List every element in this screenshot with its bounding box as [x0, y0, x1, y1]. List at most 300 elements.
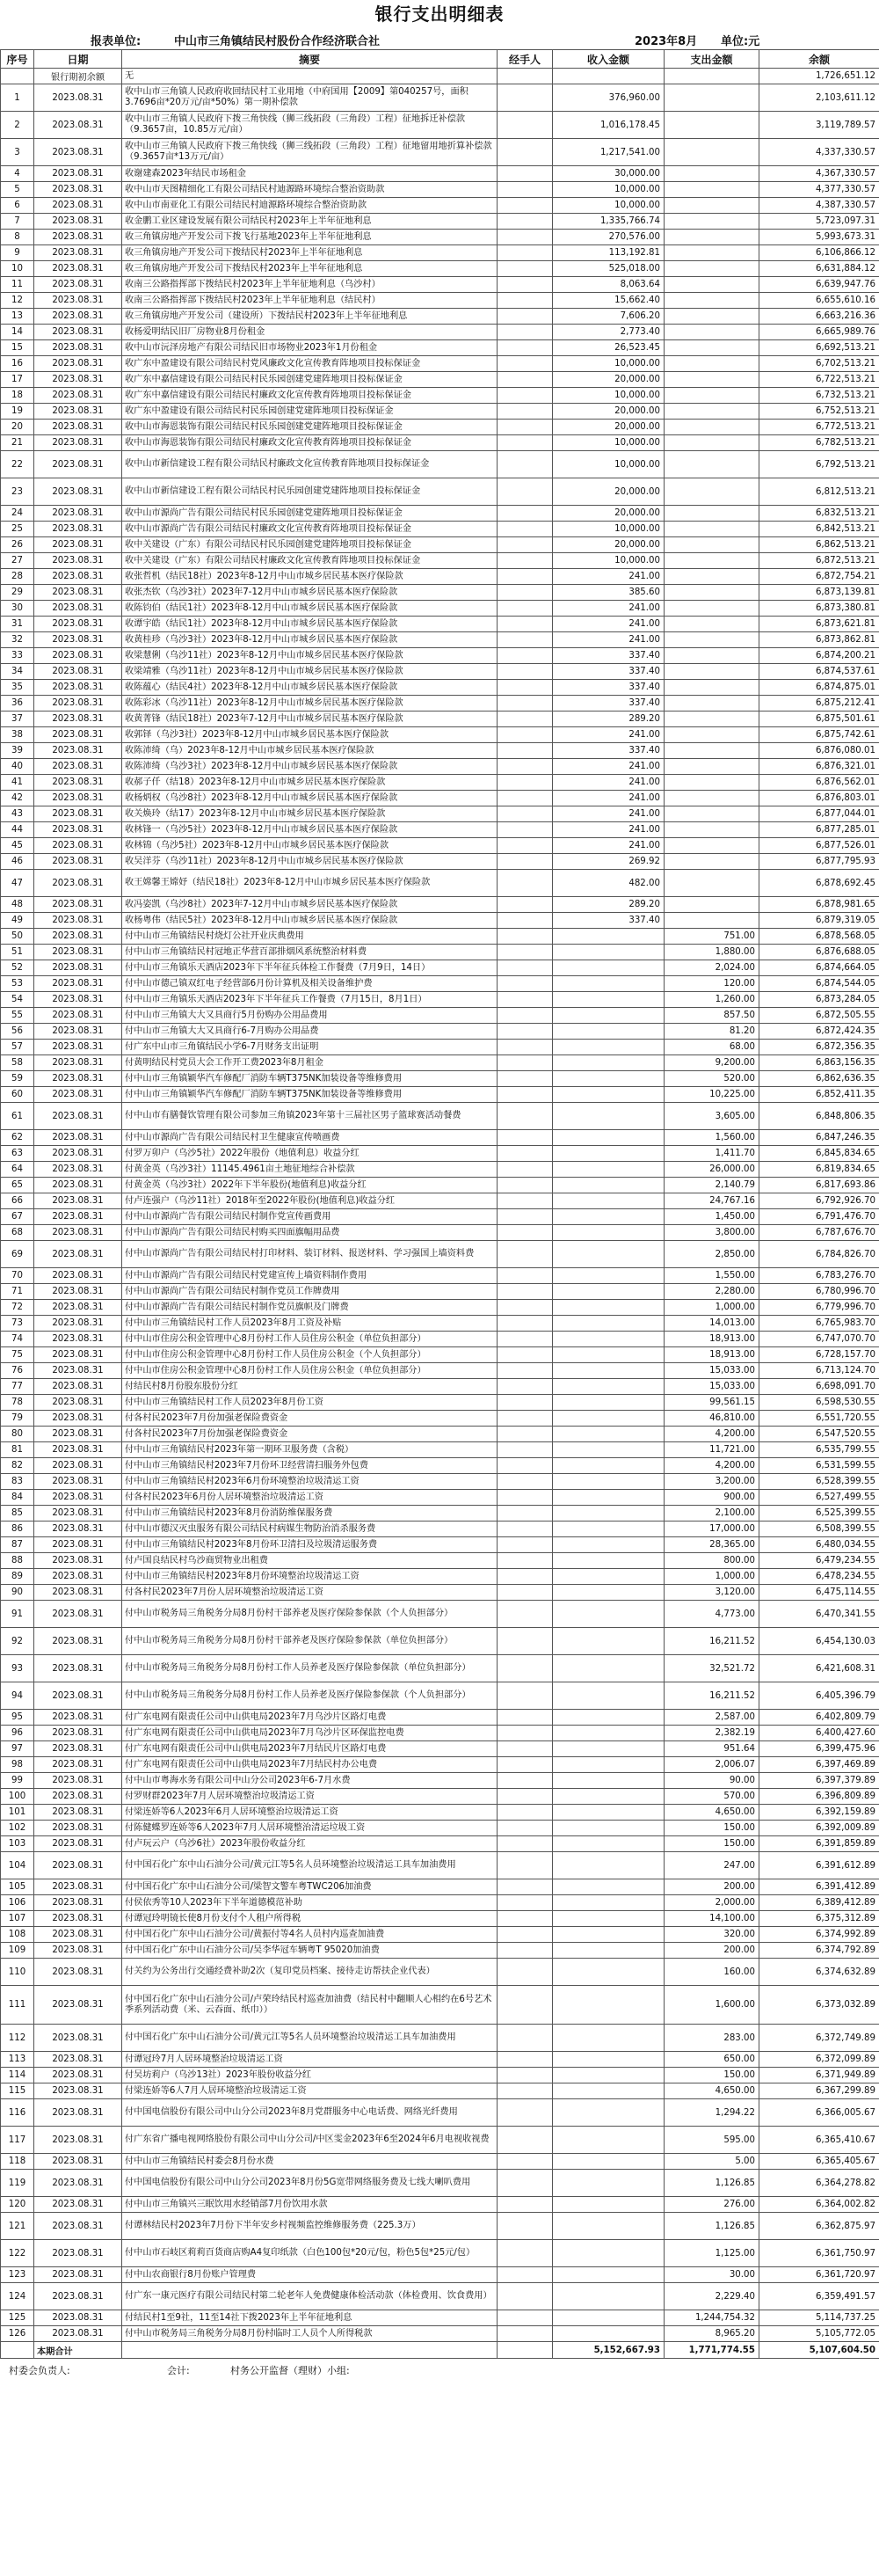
- row-summary: 收张杰钦（乌沙3社）2023年7-12月中山市城乡居民基本医疗保险款: [122, 585, 498, 601]
- row-income: [553, 1522, 665, 1537]
- row-balance: 6,819,834.65: [759, 1162, 879, 1178]
- row-handler: [498, 1726, 553, 1741]
- row-balance: 6,663,216.36: [759, 309, 879, 325]
- row-number: 32: [1, 632, 34, 648]
- row-date: 2023.08.31: [34, 1682, 122, 1710]
- row-handler: [498, 2267, 553, 2283]
- row-balance: 6,876,321.01: [759, 759, 879, 775]
- row-expense: 99,561.15: [665, 1395, 759, 1411]
- row-income: [553, 1805, 665, 1821]
- unit-label: 报表单位:: [91, 35, 142, 48]
- row-handler: [498, 822, 553, 838]
- row-summary: 付关约为公务出行交通经费补助2次（复印党员档案、接待走访帮扶企业代表）: [122, 1959, 498, 1986]
- row-date: 2023.08.31: [34, 1522, 122, 1537]
- row-income: 241.00: [553, 759, 665, 775]
- table-row: [1, 1087, 879, 1103]
- row-balance: 6,842,513.21: [759, 522, 879, 537]
- row-number: 94: [1, 1682, 34, 1710]
- row-income: [553, 1458, 665, 1474]
- row-handler: [498, 1821, 553, 1836]
- row-number: 31: [1, 617, 34, 632]
- row-income: [553, 1040, 665, 1055]
- row-income: [553, 2068, 665, 2083]
- table-row: [1, 325, 879, 340]
- row-balance: 6,631,884.12: [759, 261, 879, 277]
- row-summary: 收广东中嘉信建设有限公司结民村廉政文化宣传教育阵地项目投标保证金: [122, 388, 498, 404]
- row-date: 2023.08.31: [34, 1741, 122, 1757]
- table-row: [1, 1363, 879, 1379]
- row-number: 20: [1, 420, 34, 435]
- table-row: [1, 2025, 879, 2052]
- row-balance: 6,872,754.21: [759, 569, 879, 585]
- row-income: [553, 2127, 665, 2154]
- row-handler: [498, 1789, 553, 1805]
- accountant-signature: 会计:: [167, 2365, 190, 2376]
- row-expense: 4,650.00: [665, 1805, 759, 1821]
- row-number: 112: [1, 2025, 34, 2052]
- row-number: 68: [1, 1225, 34, 1241]
- row-number: 5: [1, 182, 34, 198]
- row-handler: [498, 1055, 553, 1071]
- row-number: 121: [1, 2213, 34, 2240]
- row-expense: [665, 664, 759, 680]
- row-handler: [498, 214, 553, 230]
- row-expense: 1,294.22: [665, 2099, 759, 2127]
- row-summary: 付罗财群2023年7月人居环境整治垃圾清运工资: [122, 1789, 498, 1805]
- row-expense: 3,200.00: [665, 1474, 759, 1490]
- row-balance: 6,535,799.55: [759, 1442, 879, 1458]
- row-number: 47: [1, 870, 34, 897]
- row-date: 2023.08.31: [34, 1585, 122, 1601]
- row-expense: [665, 139, 759, 166]
- row-handler: [498, 1395, 553, 1411]
- table-row: [1, 2052, 879, 2068]
- row-balance: 6,872,424.35: [759, 1024, 879, 1040]
- row-summary: 付中山市源尚广告有限公司结民村制作党员旗帜及门牌费: [122, 1300, 498, 1316]
- row-income: [553, 2213, 665, 2240]
- row-expense: [665, 743, 759, 759]
- row-income: [553, 1879, 665, 1895]
- row-summary: 收三角镇房地产开发公司下拨结民村2023年上半年征地利息: [122, 261, 498, 277]
- row-handler: [498, 1959, 553, 1986]
- row-income: 385.60: [553, 585, 665, 601]
- row-expense: [665, 854, 759, 870]
- row-summary: 收中山市三角镇人民政府下拨三角快线（狮三线拓段（三角段）工程）征地留用地折算补偿款（9.3657亩*13万元/亩）: [122, 139, 498, 166]
- row-number: 98: [1, 1757, 34, 1773]
- row-date: 2023.08.31: [34, 1300, 122, 1316]
- row-number: 117: [1, 2127, 34, 2154]
- row-summary: 收金鹏工业区建设发展有限公司结民村2023年上半年征地利息: [122, 214, 498, 230]
- row-handler: [498, 198, 553, 214]
- row-expense: 1,244,754.32: [665, 2310, 759, 2326]
- row-handler: [498, 1836, 553, 1852]
- table-row: [1, 435, 879, 451]
- table-row: [1, 293, 879, 309]
- row-summary: 收梁靖雅（乌沙11社）2023年8-12月中山市城乡居民基本医疗保险款: [122, 664, 498, 680]
- row-date: 2023.08.31: [34, 569, 122, 585]
- row-balance: 6,878,692.45: [759, 870, 879, 897]
- row-number: 53: [1, 976, 34, 992]
- row-expense: 283.00: [665, 2025, 759, 2052]
- row-income: [553, 1363, 665, 1379]
- row-income: [553, 1268, 665, 1284]
- row-date: 2023.08.31: [34, 664, 122, 680]
- row-income: 241.00: [553, 838, 665, 854]
- total-expense: 1,771,774.55: [665, 2342, 759, 2359]
- row-expense: 570.00: [665, 1789, 759, 1805]
- row-expense: [665, 277, 759, 293]
- row-handler: [498, 1332, 553, 1347]
- row-balance: 6,639,947.76: [759, 277, 879, 293]
- table-row: [1, 648, 879, 664]
- row-date: 2023.08.31: [34, 1347, 122, 1363]
- row-balance: 6,374,632.89: [759, 1959, 879, 1986]
- row-balance: 6,872,356.35: [759, 1040, 879, 1055]
- row-handler: [498, 388, 553, 404]
- row-handler: [498, 601, 553, 617]
- row-balance: 6,873,284.05: [759, 992, 879, 1008]
- row-date: 2023.08.31: [34, 1474, 122, 1490]
- row-income: [553, 1474, 665, 1490]
- table-row: [1, 1726, 879, 1741]
- row-balance: 6,852,411.35: [759, 1087, 879, 1103]
- row-handler: [498, 1682, 553, 1710]
- row-handler: [498, 1879, 553, 1895]
- row-balance: 5,723,097.31: [759, 214, 879, 230]
- row-income: 241.00: [553, 601, 665, 617]
- row-balance: 6,728,157.70: [759, 1347, 879, 1363]
- finance-group-signature: 村务公开监督（理财）小组:: [230, 2365, 350, 2376]
- table-row: [1, 1395, 879, 1411]
- row-income: [553, 1411, 665, 1427]
- report-footer: [0, 2359, 879, 2382]
- row-handler: [498, 230, 553, 245]
- row-date: 2023.08.31: [34, 1927, 122, 1943]
- row-number: 78: [1, 1395, 34, 1411]
- table-row: [1, 2326, 879, 2342]
- table-row: [1, 1332, 879, 1347]
- row-date: 2023.08.31: [34, 2099, 122, 2127]
- row-balance: 6,722,513.21: [759, 372, 879, 388]
- table-row: [1, 929, 879, 945]
- row-summary: 付广东电网有限责任公司中山供电局2023年7月乌沙片区环保监控电费: [122, 1726, 498, 1741]
- row-date: 2023.08.31: [34, 696, 122, 712]
- row-income: 241.00: [553, 822, 665, 838]
- row-number: 110: [1, 1959, 34, 1986]
- table-row: [1, 2283, 879, 2310]
- row-number: 51: [1, 945, 34, 960]
- table-row: [1, 1506, 879, 1522]
- row-handler: [498, 553, 553, 569]
- row-income: 337.40: [553, 743, 665, 759]
- row-income: [553, 1585, 665, 1601]
- table-row: [1, 84, 879, 112]
- row-summary: 付中山市源尚广告有限公司结民村购买四面旗幅用品费: [122, 1225, 498, 1241]
- row-summary: 收黄桂珍（乌沙3社）2023年8-12月中山市城乡居民基本医疗保险款: [122, 632, 498, 648]
- row-income: 337.40: [553, 680, 665, 696]
- row-balance: 6,863,156.35: [759, 1055, 879, 1071]
- row-expense: 1,450.00: [665, 1209, 759, 1225]
- row-summary: 收黄菁锋（结民18社）2023年7-12月中山市城乡居民基本医疗保险款: [122, 712, 498, 727]
- row-date: 2023.08.31: [34, 601, 122, 617]
- row-income: [553, 1162, 665, 1178]
- row-date: 2023.08.31: [34, 585, 122, 601]
- row-handler: [498, 1008, 553, 1024]
- row-handler: [498, 1474, 553, 1490]
- row-income: [553, 1024, 665, 1040]
- row-handler: [498, 325, 553, 340]
- row-handler: [498, 945, 553, 960]
- row-balance: 6,359,491.57: [759, 2283, 879, 2310]
- row-handler: [498, 1655, 553, 1682]
- row-summary: 收中关建设（广东）有限公司结民村民乐园创建党建阵地项目投标保证金: [122, 537, 498, 553]
- table-row: [1, 2267, 879, 2283]
- table-row: [1, 945, 879, 960]
- row-handler: [498, 1427, 553, 1442]
- row-balance: 6,508,399.55: [759, 1522, 879, 1537]
- row-expense: 2,280.00: [665, 1284, 759, 1300]
- row-income: [553, 1379, 665, 1395]
- row-balance: 6,873,621.81: [759, 617, 879, 632]
- row-income: [553, 1193, 665, 1209]
- row-date: 2023.08.31: [34, 1442, 122, 1458]
- table-row: [1, 230, 879, 245]
- row-handler: [498, 1316, 553, 1332]
- row-expense: 1,000.00: [665, 1569, 759, 1585]
- table-row: [1, 806, 879, 822]
- row-number: 34: [1, 664, 34, 680]
- row-balance: 4,377,330.57: [759, 182, 879, 198]
- row-income: [553, 1225, 665, 1241]
- row-expense: [665, 838, 759, 854]
- row-handler: [498, 1741, 553, 1757]
- row-expense: 2,100.00: [665, 1506, 759, 1522]
- row-summary: 收南三公路指挥部下拨结民村2023年上半年征地利息（乌沙村）: [122, 277, 498, 293]
- row-number: 26: [1, 537, 34, 553]
- row-summary: 付中山市源尚广告有限公司结民村卫生健康宣传喷画费: [122, 1130, 498, 1146]
- row-expense: [665, 69, 759, 84]
- row-income: [553, 1726, 665, 1741]
- row-date: 2023.08.31: [34, 617, 122, 632]
- row-expense: 520.00: [665, 1071, 759, 1087]
- table-row: [1, 69, 879, 84]
- row-summary: 付各村民2023年6月份人居环境整治垃圾清运工资: [122, 1490, 498, 1506]
- row-summary: 付中山市住房公积金管理中心8月份村工作人员住房公积金（单位负担部分）: [122, 1363, 498, 1379]
- row-date: 2023.08.31: [34, 791, 122, 806]
- row-balance: 6,702,513.21: [759, 356, 879, 372]
- row-number: 25: [1, 522, 34, 537]
- row-handler: [498, 1569, 553, 1585]
- row-handler: [498, 743, 553, 759]
- row-date: 2023.08.31: [34, 1024, 122, 1040]
- row-income: 241.00: [553, 617, 665, 632]
- row-balance: 6,362,875.97: [759, 2213, 879, 2240]
- row-balance: 6,878,981.65: [759, 897, 879, 913]
- row-income: 337.40: [553, 648, 665, 664]
- row-expense: 4,650.00: [665, 2083, 759, 2099]
- row-income: [553, 1537, 665, 1553]
- row-balance: 6,874,200.21: [759, 648, 879, 664]
- row-income: [553, 992, 665, 1008]
- row-summary: 付广东电网有限责任公司中山供电局2023年7月结民村办公电费: [122, 1757, 498, 1773]
- row-summary: 付中山市三角镇结民村委会8月份水费: [122, 2154, 498, 2170]
- row-balance: 6,480,034.55: [759, 1537, 879, 1553]
- row-expense: 2,006.07: [665, 1757, 759, 1773]
- row-income: [553, 1087, 665, 1103]
- row-expense: [665, 293, 759, 309]
- row-income: 241.00: [553, 727, 665, 743]
- row-handler: [498, 1024, 553, 1040]
- table-row: [1, 261, 879, 277]
- table-row: [1, 1911, 879, 1927]
- row-number: 33: [1, 648, 34, 664]
- row-expense: [665, 388, 759, 404]
- row-date: 2023.08.31: [34, 309, 122, 325]
- column-header-handler: 经手人: [498, 50, 553, 69]
- row-date: 2023.08.31: [34, 1103, 122, 1130]
- row-balance: 6,400,427.60: [759, 1726, 879, 1741]
- row-expense: [665, 340, 759, 356]
- row-summary: 付中山市德己镇双红电子经营部6月份计算机及相关设备维护费: [122, 976, 498, 992]
- row-balance: 6,106,866.12: [759, 245, 879, 261]
- row-summary: 付中山市三角镇结民村2023年8月份环境整治垃圾清运工资: [122, 1569, 498, 1585]
- row-summary: 收中山市海恩装饰有限公司结民村民乐园创建党建阵地项目投标保证金: [122, 420, 498, 435]
- row-handler: [498, 960, 553, 976]
- row-number: 76: [1, 1363, 34, 1379]
- table-row: [1, 680, 879, 696]
- row-income: 241.00: [553, 806, 665, 822]
- row-summary: 付卢玩云户（乌沙6社）2023年股份收益分红: [122, 1836, 498, 1852]
- row-balance: 6,872,505.55: [759, 1008, 879, 1024]
- row-balance: 6,845,834.65: [759, 1146, 879, 1162]
- table-row: [1, 1836, 879, 1852]
- report-period: 2023年8月: [635, 35, 698, 48]
- table-row: [1, 2068, 879, 2083]
- row-summary: 付结民村8月份股东股份分红: [122, 1379, 498, 1395]
- row-income: 2,773.40: [553, 325, 665, 340]
- row-handler: [498, 1130, 553, 1146]
- row-handler: [498, 261, 553, 277]
- table-row: [1, 1427, 879, 1442]
- row-summary: 付中国石化广东中山石油分公司/梁智文警车粤TWC206加油费: [122, 1879, 498, 1895]
- row-handler: [498, 838, 553, 854]
- table-row: [1, 712, 879, 727]
- row-handler: [498, 182, 553, 198]
- row-expense: 90.00: [665, 1773, 759, 1789]
- row-date: 2023.08.31: [34, 420, 122, 435]
- row-number: 24: [1, 506, 34, 522]
- row-expense: 1,550.00: [665, 1268, 759, 1284]
- table-row: [1, 2083, 879, 2099]
- row-date: 2023.08.31: [34, 2154, 122, 2170]
- row-handler: [498, 791, 553, 806]
- row-date: 2023.08.31: [34, 388, 122, 404]
- row-date: 2023.08.31: [34, 913, 122, 929]
- row-date: 2023.08.31: [34, 775, 122, 791]
- row-date: 2023.08.31: [34, 1836, 122, 1852]
- row-handler: [498, 2310, 553, 2326]
- row-income: [553, 2197, 665, 2213]
- row-balance: 6,698,091.70: [759, 1379, 879, 1395]
- row-number: 21: [1, 435, 34, 451]
- row-income: [553, 1836, 665, 1852]
- row-date: 2023.08.31: [34, 1789, 122, 1805]
- row-date: 2023.08.31: [34, 1071, 122, 1087]
- row-summary: 收梁慧俐（乌沙11社）2023年8-12月中山市城乡居民基本医疗保险款: [122, 648, 498, 664]
- table-header-row: [1, 50, 879, 69]
- row-balance: 6,792,926.70: [759, 1193, 879, 1209]
- row-number: 99: [1, 1773, 34, 1789]
- table-row: [1, 870, 879, 897]
- row-income: [553, 1943, 665, 1959]
- row-balance: 6,598,530.55: [759, 1395, 879, 1411]
- row-income: 269.92: [553, 854, 665, 870]
- row-income: [553, 1178, 665, 1193]
- row-handler: [498, 1040, 553, 1055]
- row-summary: 收陈沛绮（乌）2023年8-12月中山市城乡居民基本医疗保险款: [122, 743, 498, 759]
- row-number: 103: [1, 1836, 34, 1852]
- row-income: [553, 1773, 665, 1789]
- row-balance: 6,470,341.55: [759, 1601, 879, 1628]
- row-number: 116: [1, 2099, 34, 2127]
- row-expense: 2,000.00: [665, 1895, 759, 1911]
- row-income: [553, 1852, 665, 1879]
- row-number: 102: [1, 1821, 34, 1836]
- row-balance: 6,792,513.21: [759, 451, 879, 478]
- row-income: [553, 1130, 665, 1146]
- row-handler: [498, 569, 553, 585]
- row-date: 2023.08.31: [34, 1087, 122, 1103]
- row-balance: 6,873,862.81: [759, 632, 879, 648]
- row-number: 104: [1, 1852, 34, 1879]
- row-handler: [498, 1852, 553, 1879]
- row-summary: 收关焕玲（结17）2023年8-12月中山市城乡居民基本医疗保险款: [122, 806, 498, 822]
- table-row: [1, 1986, 879, 2025]
- table-row: [1, 632, 879, 648]
- row-number: 109: [1, 1943, 34, 1959]
- row-expense: [665, 404, 759, 420]
- row-date: 2023.08.31: [34, 2052, 122, 2068]
- row-balance: 6,873,380.81: [759, 601, 879, 617]
- row-summary: 收三角镇房地产开发公司下拨结民村2023年上半年征地利息: [122, 245, 498, 261]
- row-income: 30,000.00: [553, 166, 665, 182]
- row-number: 41: [1, 775, 34, 791]
- row-balance: 6,391,859.89: [759, 1836, 879, 1852]
- row-balance: 6,875,212.41: [759, 696, 879, 712]
- row-expense: 81.20: [665, 1024, 759, 1040]
- row-date: 2023.08.31: [34, 1458, 122, 1474]
- row-summary: 收郭铎（乌沙3社）2023年8-12月中山市城乡居民基本医疗保险款: [122, 727, 498, 743]
- row-number: 62: [1, 1130, 34, 1146]
- row-expense: 18,913.00: [665, 1332, 759, 1347]
- row-balance: 6,396,809.89: [759, 1789, 879, 1805]
- row-balance: 6,399,475.96: [759, 1741, 879, 1757]
- row-expense: 150.00: [665, 2068, 759, 2083]
- table-row: [1, 913, 879, 929]
- row-summary: 付广东一康元医疗有限公司结民村第二轮老年人免费健康体检活动款（体检费用、饮食费用）: [122, 2283, 498, 2310]
- row-date: 2023.08.31: [34, 1506, 122, 1522]
- row-summary: 收陈沛绮（乌沙3社）2023年8-12月中山市城乡居民基本医疗保险款: [122, 759, 498, 775]
- row-expense: [665, 435, 759, 451]
- table-row: [1, 1943, 879, 1959]
- total-handler-blank: [498, 2342, 553, 2359]
- table-row: [1, 1103, 879, 1130]
- row-expense: [665, 166, 759, 182]
- row-summary: 付中山市税务局三角税务分局8月份村工作人员养老及医疗保险参保款（个人负担部分）: [122, 1682, 498, 1710]
- row-expense: 16,211.52: [665, 1628, 759, 1655]
- row-number: 8: [1, 230, 34, 245]
- row-number: 126: [1, 2326, 34, 2342]
